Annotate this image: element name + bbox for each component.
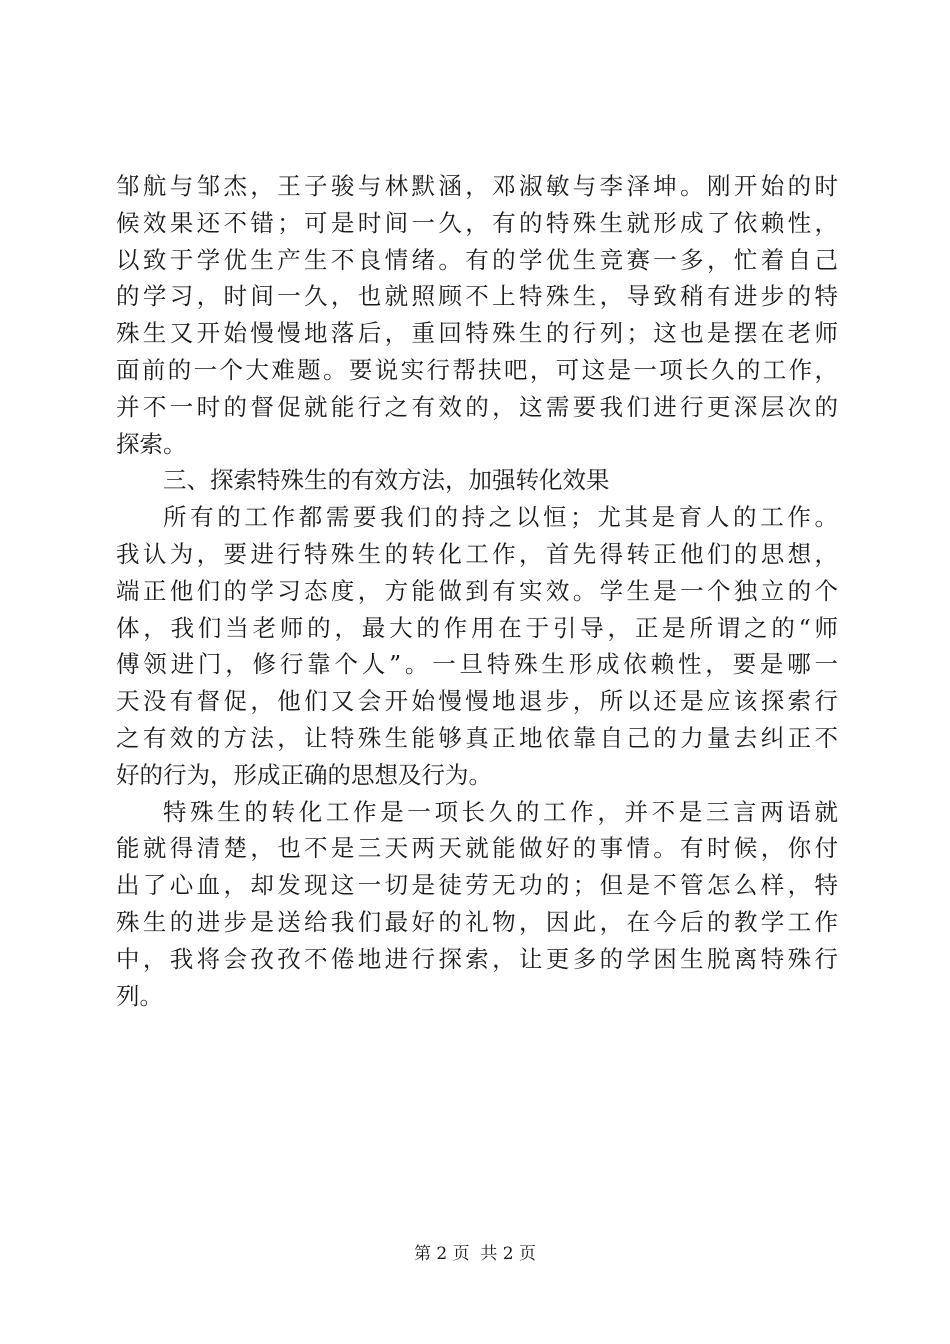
body-line: 所有的工作都需要我们的持之以恒；尤其是育人的工作。 — [163, 503, 838, 532]
body-line: 傅领进门，修行靠个人”。一旦特殊生形成依赖性，要是哪一 — [116, 650, 838, 679]
body-line: 之有效的方法，让特殊生能够真正地依靠自己的力量去纠正不 — [116, 723, 838, 752]
body-line: 的学习，时间一久，也就照顾不上特殊生，导致稍有进步的特 — [116, 282, 838, 311]
body-line: 特殊生的转化工作是一项长久的工作，并不是三言两语就 — [163, 797, 838, 826]
body-line: 殊生又开始慢慢地落后，重回特殊生的行列；这也是摆在老师 — [116, 319, 838, 348]
body-line: 列。 — [116, 981, 163, 1010]
section-heading: 三、探索特殊生的有效方法，加强转化效果 — [163, 466, 610, 495]
body-line: 面前的一个大难题。要说实行帮扶吧，可这是一项长久的工作， — [116, 355, 838, 384]
body-line: 我认为，要进行特殊生的转化工作，首先得转正他们的思想， — [116, 539, 838, 568]
body-line: 体，我们当老师的，最大的作用在于引导，正是所谓之的“师 — [116, 613, 838, 642]
body-line: 天没有督促，他们又会开始慢慢地退步，所以还是应该探索行 — [116, 687, 838, 716]
body-line: 出了心血，却发现这一切是徒劳无功的；但是不管怎么样，特 — [116, 871, 838, 900]
body-line: 探索。 — [116, 429, 187, 458]
body-line: 中，我将会孜孜不倦地进行探索，让更多的学困生脱离特殊行 — [116, 944, 838, 973]
document-body — [116, 168, 838, 1014]
page-number-label: 第 2 页 共 2 页 — [413, 1244, 537, 1264]
body-line: 候效果还不错；可是时间一久，有的特殊生就形成了依赖性， — [116, 208, 838, 237]
body-line: 邹航与邹杰，王子骏与林默涵，邓淑敏与李泽坤。刚开始的时 — [116, 172, 838, 200]
body-line: 好的行为，形成正确的思想及行为。 — [116, 760, 492, 789]
body-line: 殊生的进步是送给我们最好的礼物，因此，在今后的教学工作 — [116, 907, 838, 936]
body-line: 以致于学优生产生不良情绪。有的学优生竞赛一多，忙着自己 — [116, 245, 838, 274]
page-footer — [0, 1242, 950, 1266]
body-line: 端正他们的学习态度，方能做到有实效。学生是一个独立的个 — [116, 576, 838, 605]
body-line: 能就得清楚，也不是三天两天就能做好的事情。有时候，你付 — [116, 834, 838, 863]
body-line: 并不一时的督促就能行之有效的，这需要我们进行更深层次的 — [116, 392, 838, 421]
